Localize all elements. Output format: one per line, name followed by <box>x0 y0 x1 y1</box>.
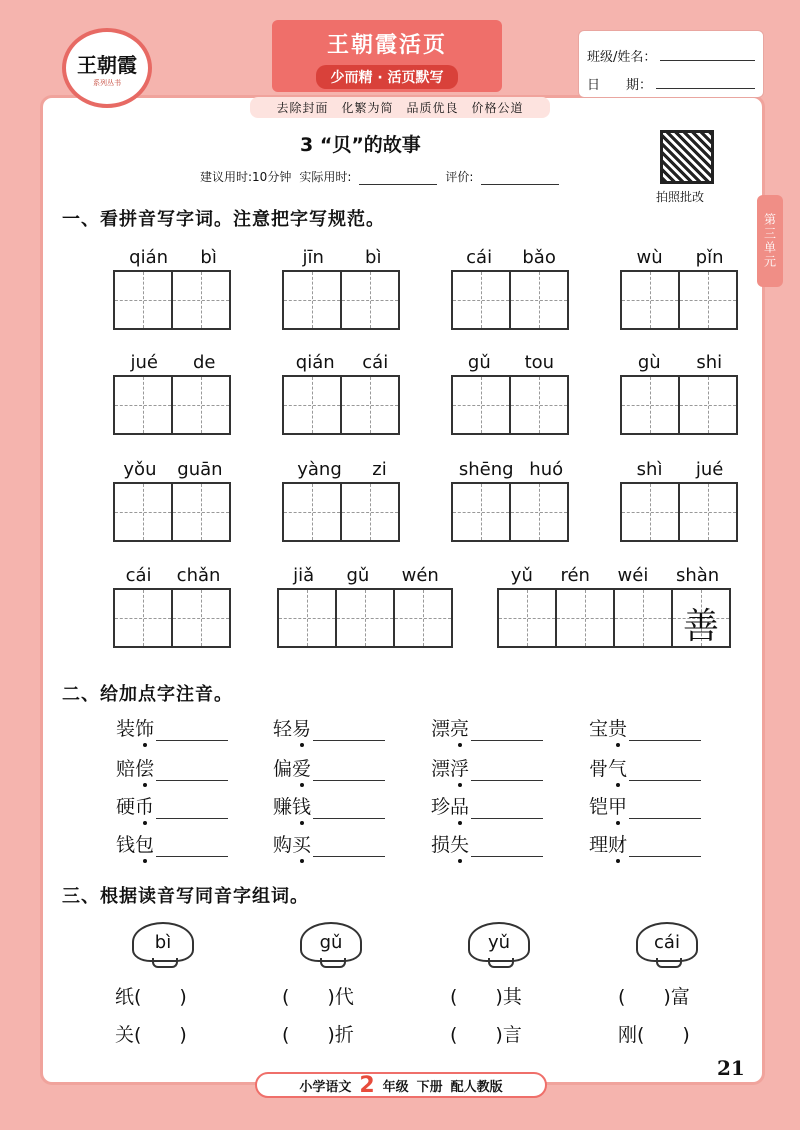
writing-cells <box>113 270 233 330</box>
writing-cells <box>620 482 740 542</box>
pinyin-group <box>277 558 455 648</box>
word-char: 珍 <box>431 796 451 818</box>
page-number: 21 <box>717 1056 745 1080</box>
writing-cell[interactable] <box>282 375 342 435</box>
writing-cell[interactable] <box>340 270 400 330</box>
pinyin-syllable: yǒu <box>123 459 157 480</box>
homophone-blank[interactable]: ( )言 <box>450 1024 522 1046</box>
writing-cells <box>113 375 233 435</box>
writing-cell[interactable] <box>451 270 511 330</box>
pinyin-group <box>113 345 233 435</box>
pinyin-group <box>451 452 571 542</box>
writing-cell[interactable] <box>171 588 231 648</box>
pinyin-answer-line[interactable] <box>471 780 543 781</box>
writing-cells <box>277 588 455 648</box>
dotted-char: 钱 <box>292 792 311 819</box>
pinyin-answer-line[interactable] <box>313 740 385 741</box>
word-char: 漂 <box>431 758 451 780</box>
pinyin-syllable: jué <box>695 459 724 480</box>
pinyin-syllable: yǔ <box>510 565 533 586</box>
pinyin-row <box>282 240 402 270</box>
writing-cells <box>451 375 571 435</box>
writing-cells <box>113 588 233 648</box>
pinyin-group <box>451 345 571 435</box>
word-char: 骨 <box>589 758 609 780</box>
writing-cell[interactable] <box>497 588 557 648</box>
footer-edition: 配人教版 <box>450 1079 503 1095</box>
homophone-blank[interactable]: ( )富 <box>618 986 690 1008</box>
pinyin-row <box>620 452 740 482</box>
pinyin-answer-line[interactable] <box>471 740 543 741</box>
pinyin-syllable: wù <box>636 247 663 268</box>
footer-volume: 下册 <box>416 1079 443 1095</box>
writing-cell[interactable] <box>282 270 342 330</box>
annotate-word <box>116 754 228 781</box>
pinyin-syllable: huó <box>529 459 564 480</box>
dotted-char: 饰 <box>135 714 154 741</box>
writing-cell[interactable] <box>509 270 569 330</box>
pinyin-row <box>451 452 571 482</box>
pinyin-row <box>277 558 455 588</box>
footer-subject: 小学语文 <box>299 1079 352 1095</box>
writing-cell[interactable] <box>282 482 342 542</box>
pinyin-group <box>282 452 402 542</box>
rating-label: 评价: <box>445 170 474 184</box>
shell-pinyin: gǔ <box>319 931 343 953</box>
pinyin-answer-line[interactable] <box>156 780 228 781</box>
pinyin-syllable: wén <box>401 565 439 586</box>
pinyin-syllable: yàng <box>297 459 342 480</box>
pinyin-syllable: cái <box>466 247 493 268</box>
writing-cell[interactable] <box>171 482 231 542</box>
writing-cell[interactable] <box>340 482 400 542</box>
brand-logo <box>62 28 152 108</box>
word-char: 装 <box>116 718 136 740</box>
pinyin-syllable: shàn <box>675 565 720 586</box>
word-char: 宝 <box>589 718 609 740</box>
homophone-blank[interactable]: ( )其 <box>450 986 522 1008</box>
class-label: 班级/姓名： <box>587 50 657 65</box>
rating-field[interactable] <box>481 184 559 185</box>
shell-pinyin: yǔ <box>487 931 511 953</box>
word-char: 偏 <box>273 758 293 780</box>
pinyin-syllable: pǐn <box>695 247 724 268</box>
pinyin-syllable: shi <box>696 352 723 373</box>
pinyin-syllable: tou <box>524 352 555 373</box>
writing-cell[interactable] <box>509 375 569 435</box>
annotate-word <box>589 830 701 857</box>
writing-cells <box>451 270 571 330</box>
writing-cells <box>282 270 402 330</box>
pinyin-syllable: shì <box>636 459 663 480</box>
banner-title: 王朝霞活页 <box>326 32 447 58</box>
pinyin-syllable: bì <box>365 247 382 268</box>
dotted-char: 甲 <box>608 792 627 819</box>
writing-cell[interactable] <box>678 270 738 330</box>
annotate-word <box>273 830 385 857</box>
pinyin-row <box>282 452 402 482</box>
pinyin-group <box>497 558 733 648</box>
pinyin-row <box>451 240 571 270</box>
writing-cell[interactable] <box>451 375 511 435</box>
pinyin-syllable: rén <box>560 565 590 586</box>
pinyin-syllable: jiǎ <box>293 565 315 586</box>
word-char: 漂 <box>431 718 451 740</box>
pinyin-row <box>282 345 402 375</box>
annotate-word <box>589 792 701 819</box>
pinyin-syllable: jué <box>130 352 158 373</box>
writing-cell[interactable] <box>113 375 173 435</box>
dotted-char: 贵 <box>608 714 627 741</box>
pinyin-answer-line[interactable] <box>471 818 543 819</box>
student-info-box <box>578 30 764 98</box>
pinyin-syllable: bǎo <box>522 247 556 268</box>
writing-cell[interactable] <box>678 482 738 542</box>
banner-subtitle: 少而精 · 活页默写 <box>316 65 457 89</box>
dotted-char: 财 <box>608 830 627 857</box>
section3-heading: 三、根据读音写同音字组词。 <box>62 886 309 907</box>
footer-grade-number: 2 <box>359 1072 375 1098</box>
pinyin-group <box>113 240 233 330</box>
dotted-char: 亮 <box>450 714 469 741</box>
pinyin-group <box>282 345 402 435</box>
pinyin-row <box>113 240 233 270</box>
word-char: 赚 <box>273 796 293 818</box>
cell-char: 善 <box>682 606 719 647</box>
shell-pinyin: cái <box>654 931 680 953</box>
pinyin-syllable: de <box>192 352 216 373</box>
pinyin-answer-line[interactable] <box>629 740 701 741</box>
section2-heading: 二、给加点字注音。 <box>62 684 233 705</box>
dotted-char: 买 <box>292 830 311 857</box>
homophone-blank[interactable]: 刚( ) <box>618 1024 690 1046</box>
writing-cells <box>282 482 402 542</box>
dotted-char: 品 <box>450 792 469 819</box>
dotted-char: 币 <box>135 792 154 819</box>
homophone-blank[interactable]: 关( ) <box>115 1024 187 1046</box>
pinyin-answer-line[interactable] <box>629 856 701 857</box>
homophone-blank[interactable]: 纸( ) <box>115 986 187 1008</box>
word-char: 理 <box>589 834 609 856</box>
word-char: 硬 <box>116 796 136 818</box>
pinyin-syllable: wéi <box>617 565 649 586</box>
annotate-word <box>589 754 701 781</box>
pinyin-syllable: cái <box>125 565 152 586</box>
word-char: 铠 <box>589 796 609 818</box>
pinyin-row <box>113 452 233 482</box>
writing-cell[interactable] <box>113 270 173 330</box>
pinyin-answer-line[interactable] <box>156 818 228 819</box>
annotate-word <box>431 792 543 819</box>
tagline: 去除封面 化繁为简 品质优良 价格公道 <box>250 97 550 118</box>
writing-cell[interactable] <box>671 588 731 648</box>
timing-row <box>200 168 559 185</box>
dotted-char: 爱 <box>292 754 311 781</box>
writing-cells <box>451 482 571 542</box>
annotate-word <box>589 714 701 741</box>
shell-icon <box>636 922 698 962</box>
qr-code-icon[interactable] <box>660 130 714 184</box>
pinyin-answer-line[interactable] <box>156 856 228 857</box>
writing-cells <box>620 375 740 435</box>
annotate-word <box>431 754 543 781</box>
dotted-char: 易 <box>292 714 311 741</box>
writing-cell[interactable] <box>620 375 680 435</box>
writing-cell[interactable] <box>451 482 511 542</box>
pinyin-group <box>620 452 740 542</box>
dotted-char: 气 <box>608 754 627 781</box>
brand-name: 王朝霞 <box>77 52 137 77</box>
annotate-word <box>116 830 228 857</box>
pinyin-row <box>451 345 571 375</box>
writing-cell[interactable] <box>509 482 569 542</box>
pinyin-row <box>497 558 733 588</box>
pinyin-row <box>620 345 740 375</box>
annotate-word <box>431 714 543 741</box>
pinyin-row <box>113 345 233 375</box>
qr-label: 拍照批改 <box>656 190 705 204</box>
annotate-word <box>431 830 543 857</box>
writing-cell[interactable] <box>113 588 173 648</box>
shell-pinyin: bì <box>154 931 172 953</box>
pinyin-syllable: gù <box>637 352 661 373</box>
annotate-word <box>273 714 385 741</box>
pinyin-syllable: qián <box>129 247 169 268</box>
writing-cell[interactable] <box>620 482 680 542</box>
annotate-word <box>116 714 228 741</box>
dotted-char: 偿 <box>135 754 154 781</box>
unit-tab: 第三单元 <box>757 195 783 287</box>
word-char: 损 <box>431 834 451 856</box>
shell-icon <box>132 922 194 962</box>
pinyin-syllable: gǔ <box>346 565 370 586</box>
footer-grade: 年级 <box>382 1079 409 1095</box>
writing-cells <box>620 270 740 330</box>
pinyin-syllable: qián <box>295 352 335 373</box>
word-char: 赔 <box>116 758 136 780</box>
homophone-blank[interactable]: ( )代 <box>282 986 354 1008</box>
pinyin-syllable: bì <box>200 247 217 268</box>
pinyin-group <box>620 240 740 330</box>
actual-time-field[interactable] <box>359 184 437 185</box>
word-char: 轻 <box>273 718 293 740</box>
annotate-word <box>273 792 385 819</box>
pinyin-group <box>113 558 233 648</box>
pinyin-syllable: chǎn <box>176 565 221 586</box>
pinyin-answer-line[interactable] <box>156 740 228 741</box>
page-title: 3 “贝”的故事 <box>300 134 421 156</box>
writing-cell[interactable] <box>613 588 673 648</box>
pinyin-group <box>113 452 233 542</box>
writing-cell[interactable] <box>113 482 173 542</box>
pinyin-group <box>620 345 740 435</box>
class-field[interactable] <box>660 60 755 61</box>
date-label: 日 期： <box>587 78 653 93</box>
pinyin-answer-line[interactable] <box>629 818 701 819</box>
pinyin-answer-line[interactable] <box>313 856 385 857</box>
homophone-blank[interactable]: ( )折 <box>282 1024 354 1046</box>
annotate-word <box>273 754 385 781</box>
suggest-time: 建议用时:10分钟 <box>200 170 292 184</box>
pinyin-syllable: cái <box>362 352 389 373</box>
pinyin-group <box>451 240 571 330</box>
pinyin-syllable: shēng <box>458 459 514 480</box>
word-char: 购 <box>273 834 293 856</box>
writing-cell[interactable] <box>171 270 231 330</box>
writing-cell[interactable] <box>555 588 615 648</box>
pinyin-group <box>282 240 402 330</box>
header-banner <box>272 20 502 92</box>
actual-time-label: 实际用时: <box>299 170 352 184</box>
word-char: 钱 <box>116 834 136 856</box>
pinyin-syllable: jīn <box>302 247 324 268</box>
writing-cell[interactable] <box>393 588 453 648</box>
dotted-char: 包 <box>135 830 154 857</box>
writing-cell[interactable] <box>277 588 337 648</box>
annotate-word <box>116 792 228 819</box>
pinyin-answer-line[interactable] <box>629 780 701 781</box>
pinyin-answer-line[interactable] <box>313 780 385 781</box>
shell-icon <box>468 922 530 962</box>
dotted-char: 失 <box>450 830 469 857</box>
writing-cell[interactable] <box>340 375 400 435</box>
writing-cells <box>497 588 733 648</box>
pinyin-answer-line[interactable] <box>313 818 385 819</box>
date-field[interactable] <box>656 88 755 89</box>
writing-cells <box>282 375 402 435</box>
pinyin-row <box>620 240 740 270</box>
pinyin-syllable: guān <box>177 459 223 480</box>
writing-cells <box>113 482 233 542</box>
writing-cell[interactable] <box>620 270 680 330</box>
footer-badge <box>255 1072 547 1098</box>
writing-cell[interactable] <box>335 588 395 648</box>
brand-sub: 系列丛书 <box>93 78 121 87</box>
shell-icon <box>300 922 362 962</box>
writing-cell[interactable] <box>678 375 738 435</box>
pinyin-syllable: gǔ <box>467 352 491 373</box>
dotted-char: 浮 <box>450 754 469 781</box>
section1-heading: 一、看拼音写字词。注意把字写规范。 <box>62 209 385 230</box>
pinyin-syllable: zi <box>372 459 387 480</box>
writing-cell[interactable] <box>171 375 231 435</box>
pinyin-answer-line[interactable] <box>471 856 543 857</box>
pinyin-row <box>113 558 233 588</box>
